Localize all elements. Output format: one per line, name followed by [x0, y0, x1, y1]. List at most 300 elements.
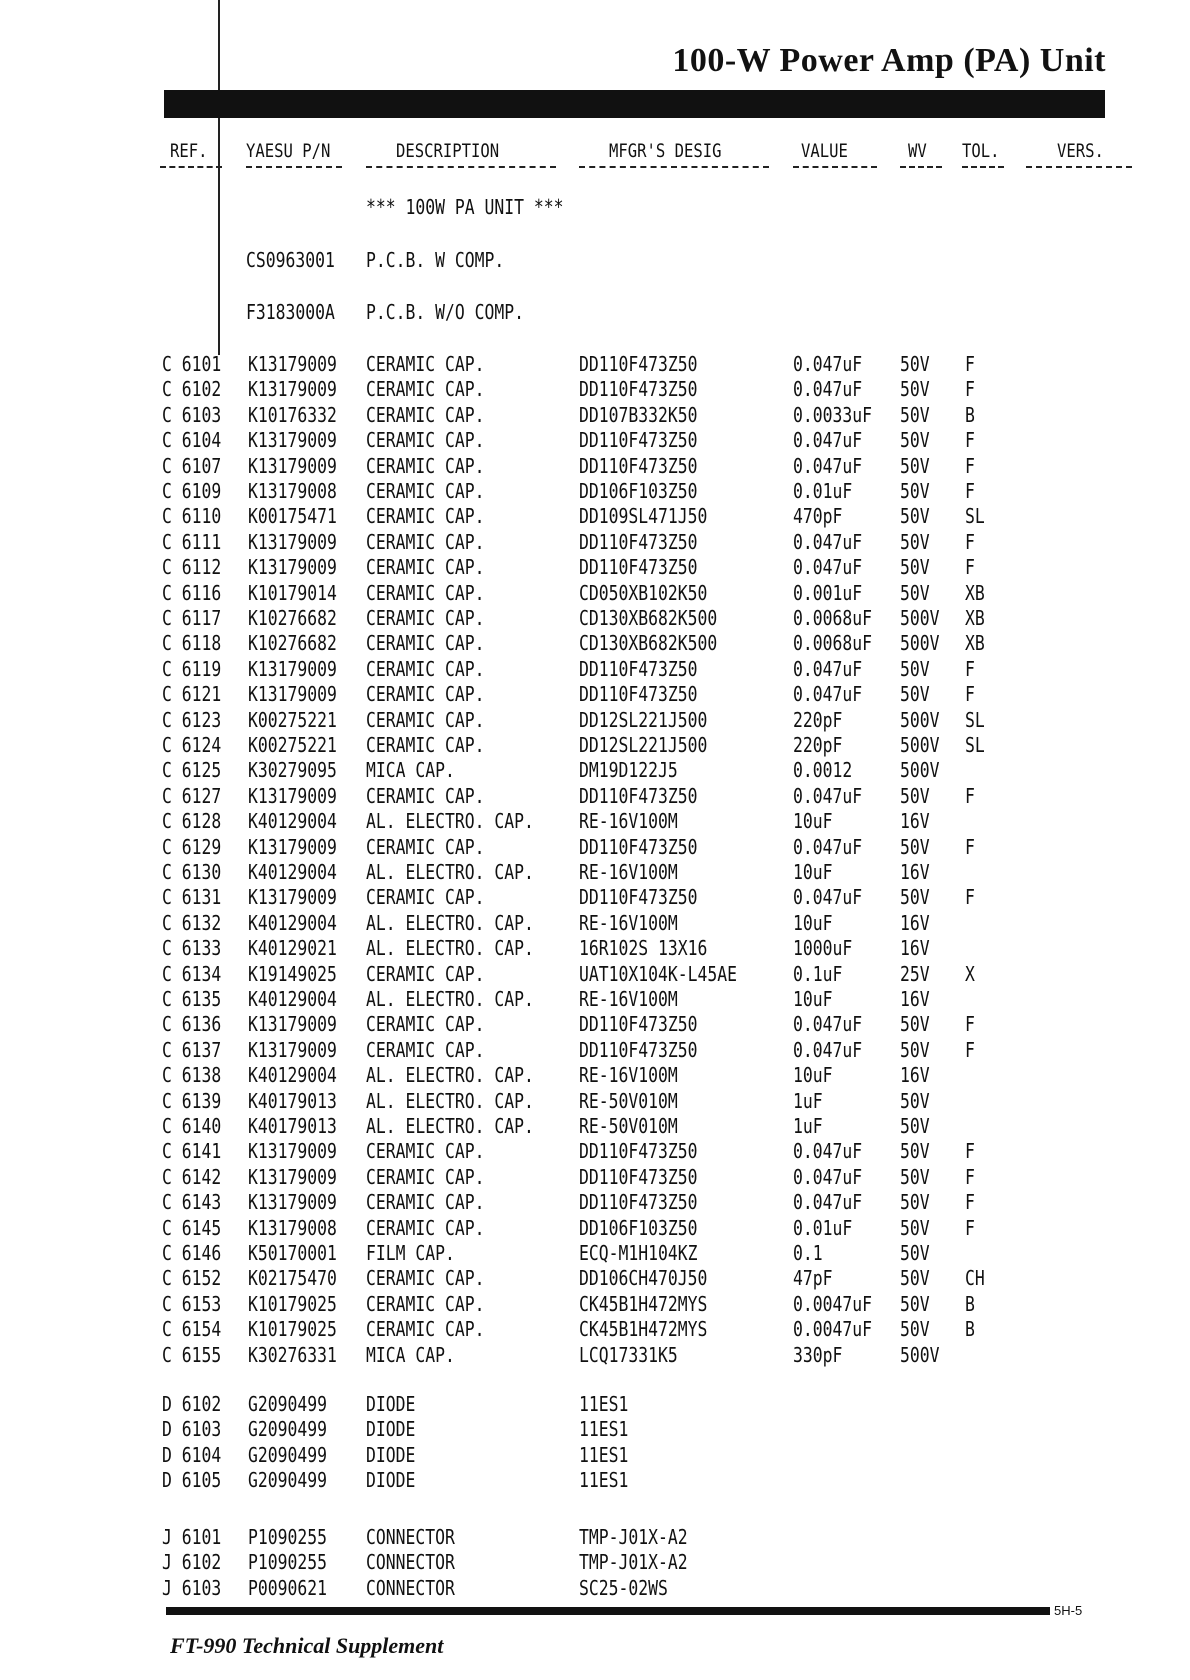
- cell-val: 0.047uF: [793, 1164, 863, 1189]
- cell-desc: AL. ELECTRO. CAP.: [366, 1114, 534, 1138]
- cell-mfg: LCQ17331K5: [579, 1342, 678, 1367]
- cell-pn: K13179009: [248, 885, 337, 910]
- pcb-pn: F3183000A: [246, 300, 335, 324]
- cell-desc: AL. ELECTRO. CAP.: [366, 860, 534, 884]
- cell-mfg: CD130XB682K500: [579, 631, 718, 656]
- table-row: [0, 1468, 1190, 1493]
- cell-pn: K13179009: [248, 352, 337, 376]
- cell-val: 1uF: [793, 1088, 823, 1113]
- cell-ref: C 6142: [162, 1164, 222, 1189]
- cell-wv: 16V: [900, 936, 930, 961]
- cell-pn: K40129004: [248, 809, 337, 834]
- cell-tol: B: [965, 1317, 975, 1342]
- cell-mfg: DD110F473Z50: [579, 1012, 698, 1037]
- cell-wv: 50V: [900, 1037, 930, 1062]
- cell-ref: C 6130: [162, 860, 222, 884]
- cell-pn: K40129004: [248, 1063, 337, 1088]
- cell-pn: K13179009: [248, 428, 337, 453]
- cell-tol: F: [965, 783, 975, 808]
- cell-pn: K13179009: [248, 555, 337, 580]
- cell-mfg: DD110F473Z50: [579, 1037, 698, 1062]
- cell-wv: 50V: [900, 580, 930, 605]
- cell-wv: 500V: [900, 758, 940, 783]
- cell-wv: 16V: [900, 910, 930, 935]
- cell-desc: CERAMIC CAP.: [366, 1190, 485, 1215]
- cell-mfg: DD110F473Z50: [579, 783, 698, 808]
- cell-mfg: RE-16V100M: [579, 809, 678, 834]
- cell-mfg: CD130XB682K500: [579, 606, 718, 630]
- cell-desc: CERAMIC CAP.: [366, 1164, 485, 1189]
- cell-pn: K13179009: [248, 1190, 337, 1215]
- table-row: [0, 962, 1190, 987]
- cell-tol: B: [965, 402, 975, 427]
- header-rule: [1026, 166, 1132, 168]
- cell-ref: C 6123: [162, 707, 222, 732]
- cell-wv: 500V: [900, 733, 940, 757]
- cell-val: 0.1uF: [793, 961, 843, 986]
- cell-val: 0.047uF: [793, 377, 863, 402]
- cell-tol: X: [965, 961, 975, 986]
- cell-pn: P0090621: [248, 1575, 327, 1600]
- cell-pn: K13179008: [248, 479, 337, 503]
- cell-tol: F: [965, 529, 975, 554]
- table-row: [0, 1165, 1190, 1190]
- margin-rule: [218, 0, 220, 355]
- cell-pn: K13179009: [248, 453, 337, 478]
- cell-val: 0.0033uF: [793, 402, 872, 427]
- cell-val: 470pF: [793, 504, 843, 529]
- cell-val: 0.047uF: [793, 1139, 863, 1164]
- cell-desc: DIODE: [366, 1468, 416, 1493]
- cell-desc: CERAMIC CAP.: [366, 1317, 485, 1342]
- cell-val: 0.047uF: [793, 453, 863, 478]
- header-rule: [366, 166, 556, 168]
- cell-ref: C 6133: [162, 936, 222, 961]
- cell-tol: F: [965, 479, 975, 503]
- cell-val: 0.047uF: [793, 1190, 863, 1215]
- col-header-ref: REF.: [170, 140, 208, 162]
- cell-ref: C 6131: [162, 885, 222, 910]
- cell-ref: C 6116: [162, 580, 222, 605]
- cell-pn: G2090499: [248, 1442, 327, 1467]
- cell-wv: 50V: [900, 479, 930, 503]
- cell-mfg: 11ES1: [579, 1442, 629, 1467]
- table-row: [0, 479, 1190, 504]
- table-row: [0, 555, 1190, 580]
- cell-pn: K30276331: [248, 1342, 337, 1367]
- cell-ref: C 6110: [162, 504, 222, 529]
- cell-val: 220pF: [793, 733, 843, 757]
- cell-desc: CERAMIC CAP.: [366, 580, 485, 605]
- cell-pn: K10276682: [248, 606, 337, 630]
- cell-ref: D 6104: [162, 1442, 222, 1467]
- col-header-vers: VERS.: [1057, 140, 1104, 162]
- cell-pn: K13179009: [248, 1037, 337, 1062]
- col-header-desc: DESCRIPTION: [396, 140, 500, 162]
- cell-wv: 50V: [900, 656, 930, 681]
- cell-pn: K13179008: [248, 1215, 337, 1240]
- pcb-pn: CS0963001: [246, 248, 335, 272]
- cell-desc: CONNECTOR: [366, 1525, 455, 1549]
- header-rule: [793, 166, 877, 168]
- cell-ref: C 6145: [162, 1215, 222, 1240]
- cell-desc: MICA CAP.: [366, 758, 455, 783]
- cell-desc: CERAMIC CAP.: [366, 885, 485, 910]
- cell-ref: C 6127: [162, 783, 222, 808]
- cell-wv: 50V: [900, 1114, 930, 1138]
- table-row: [0, 1266, 1190, 1291]
- cell-ref: C 6135: [162, 987, 222, 1011]
- table-row: [0, 1292, 1190, 1317]
- cell-mfg: DD110F473Z50: [579, 656, 698, 681]
- cell-ref: C 6107: [162, 453, 222, 478]
- table-row: [0, 758, 1190, 783]
- cell-pn: K30279095: [248, 758, 337, 783]
- page-number: 5H-5: [1054, 1603, 1083, 1618]
- cell-ref: D 6103: [162, 1417, 222, 1442]
- cell-mfg: 11ES1: [579, 1417, 629, 1442]
- cell-desc: AL. ELECTRO. CAP.: [366, 987, 534, 1011]
- cell-pn: K40129021: [248, 936, 337, 961]
- header-rule: [160, 166, 222, 168]
- cell-ref: C 6125: [162, 758, 222, 783]
- cell-pn: K10276682: [248, 631, 337, 656]
- cell-desc: CERAMIC CAP.: [366, 1291, 485, 1316]
- header-rule: [246, 166, 342, 168]
- cell-pn: K40129004: [248, 987, 337, 1011]
- header-rule: [579, 166, 769, 168]
- cell-ref: C 6104: [162, 428, 222, 453]
- cell-mfg: 16R102S 13X16: [579, 936, 708, 961]
- cell-ref: C 6101: [162, 352, 222, 376]
- cell-val: 0.0012: [793, 758, 853, 783]
- cell-tol: F: [965, 428, 975, 453]
- cell-desc: DIODE: [366, 1442, 416, 1467]
- cell-mfg: DD106F103Z50: [579, 1215, 698, 1240]
- cell-mfg: RE-50V010M: [579, 1114, 678, 1138]
- cell-pn: K13179009: [248, 834, 337, 859]
- table-row: [0, 784, 1190, 809]
- cell-wv: 50V: [900, 834, 930, 859]
- cell-val: 0.047uF: [793, 783, 863, 808]
- cell-pn: K13179009: [248, 529, 337, 554]
- cell-mfg: ECQ-M1H104KZ: [579, 1241, 698, 1265]
- cell-tol: SL: [965, 733, 985, 757]
- cell-wv: 50V: [900, 428, 930, 453]
- cell-desc: CERAMIC CAP.: [366, 707, 485, 732]
- table-row: [0, 504, 1190, 529]
- cell-desc: AL. ELECTRO. CAP.: [366, 910, 534, 935]
- cell-desc: CERAMIC CAP.: [366, 453, 485, 478]
- table-row: [0, 657, 1190, 682]
- cell-pn: K40129004: [248, 910, 337, 935]
- cell-val: 0.047uF: [793, 352, 863, 376]
- cell-pn: K50170001: [248, 1241, 337, 1265]
- cell-pn: G2090499: [248, 1392, 327, 1416]
- cell-ref: C 6129: [162, 834, 222, 859]
- footer-title: FT-990 Technical Supplement: [170, 1633, 444, 1658]
- cell-pn: K13179009: [248, 656, 337, 681]
- cell-ref: C 6139: [162, 1088, 222, 1113]
- cell-desc: CERAMIC CAP.: [366, 783, 485, 808]
- pcb-desc: P.C.B. W COMP.: [366, 248, 505, 272]
- cell-pn: P1090255: [248, 1525, 327, 1549]
- cell-pn: P1090255: [248, 1550, 327, 1575]
- table-row: [0, 1392, 1190, 1417]
- cell-wv: 16V: [900, 809, 930, 834]
- table-row: [0, 987, 1190, 1012]
- page-title: 100-W Power Amp (PA) Unit: [672, 42, 1106, 79]
- cell-val: 0.047uF: [793, 885, 863, 910]
- cell-desc: AL. ELECTRO. CAP.: [366, 1088, 534, 1113]
- table-row: [0, 733, 1190, 758]
- table-row: [0, 1550, 1190, 1575]
- col-header-value: VALUE: [801, 140, 848, 162]
- cell-val: 10uF: [793, 1063, 833, 1088]
- cell-desc: CERAMIC CAP.: [366, 606, 485, 630]
- cell-tol: F: [965, 885, 975, 910]
- cell-mfg: DD110F473Z50: [579, 1164, 698, 1189]
- cell-desc: CERAMIC CAP.: [366, 479, 485, 503]
- table-row: [0, 885, 1190, 910]
- cell-pn: K10179025: [248, 1317, 337, 1342]
- cell-pn: K40129004: [248, 860, 337, 884]
- cell-tol: CH: [965, 1266, 985, 1291]
- cell-wv: 16V: [900, 1063, 930, 1088]
- cell-val: 10uF: [793, 987, 833, 1011]
- section-title: *** 100W PA UNIT ***: [366, 195, 564, 219]
- table-row: [0, 809, 1190, 834]
- cell-ref: C 6128: [162, 809, 222, 834]
- table-row: [0, 936, 1190, 961]
- cell-val: 47pF: [793, 1266, 833, 1291]
- table-row: [0, 530, 1190, 555]
- table-row: [0, 1089, 1190, 1114]
- cell-val: 0.047uF: [793, 428, 863, 453]
- cell-mfg: DD110F473Z50: [579, 377, 698, 402]
- cell-ref: C 6152: [162, 1266, 222, 1291]
- cell-tol: F: [965, 1164, 975, 1189]
- cell-tol: XB: [965, 580, 985, 605]
- cell-ref: C 6132: [162, 910, 222, 935]
- cell-val: 0.0068uF: [793, 631, 872, 656]
- table-row: [0, 1317, 1190, 1342]
- cell-wv: 50V: [900, 377, 930, 402]
- table-row: [0, 682, 1190, 707]
- cell-tol: B: [965, 1291, 975, 1316]
- cell-wv: 500V: [900, 707, 940, 732]
- table-row: [0, 1216, 1190, 1241]
- cell-ref: C 6143: [162, 1190, 222, 1215]
- cell-ref: C 6121: [162, 682, 222, 707]
- cell-wv: 50V: [900, 453, 930, 478]
- header-rule: [962, 166, 1004, 168]
- cell-val: 0.047uF: [793, 656, 863, 681]
- table-row: [0, 606, 1190, 631]
- cell-pn: K13179009: [248, 1139, 337, 1164]
- table-row: [0, 1525, 1190, 1550]
- table-row: [0, 1063, 1190, 1088]
- cell-wv: 50V: [900, 682, 930, 707]
- cell-pn: K13179009: [248, 1012, 337, 1037]
- cell-mfg: 11ES1: [579, 1392, 629, 1416]
- cell-desc: CERAMIC CAP.: [366, 1266, 485, 1291]
- cell-wv: 50V: [900, 1088, 930, 1113]
- cell-ref: C 6118: [162, 631, 222, 656]
- cell-tol: XB: [965, 631, 985, 656]
- cell-wv: 50V: [900, 885, 930, 910]
- cell-desc: CERAMIC CAP.: [366, 1139, 485, 1164]
- table-row: [0, 1038, 1190, 1063]
- header-bar: [164, 90, 1105, 118]
- cell-mfg: UAT10X104K-L45AE: [579, 961, 737, 986]
- cell-val: 0.0047uF: [793, 1317, 872, 1342]
- cell-pn: K13179009: [248, 377, 337, 402]
- cell-wv: 500V: [900, 606, 940, 630]
- cell-wv: 50V: [900, 1012, 930, 1037]
- cell-desc: CERAMIC CAP.: [366, 352, 485, 376]
- cell-mfg: DD12SL221J500: [579, 707, 708, 732]
- cell-pn: K02175470: [248, 1266, 337, 1291]
- cell-pn: K00175471: [248, 504, 337, 529]
- cell-val: 0.047uF: [793, 1012, 863, 1037]
- table-row: [0, 377, 1190, 402]
- cell-tol: F: [965, 555, 975, 580]
- col-header-wv: WV: [908, 140, 927, 162]
- cell-wv: 500V: [900, 631, 940, 656]
- cell-tol: F: [965, 1012, 975, 1037]
- cell-pn: G2090499: [248, 1468, 327, 1493]
- table-row: [0, 911, 1190, 936]
- cell-tol: F: [965, 682, 975, 707]
- table-row: [0, 860, 1190, 885]
- cell-desc: CERAMIC CAP.: [366, 1215, 485, 1240]
- cell-wv: 50V: [900, 402, 930, 427]
- cell-mfg: DD110F473Z50: [579, 885, 698, 910]
- cell-tol: F: [965, 377, 975, 402]
- cell-ref: C 6146: [162, 1241, 222, 1265]
- cell-desc: CERAMIC CAP.: [366, 377, 485, 402]
- cell-pn: K00275221: [248, 733, 337, 757]
- cell-mfg: RE-50V010M: [579, 1088, 678, 1113]
- col-header-pn: YAESU P/N: [246, 140, 331, 162]
- cell-tol: SL: [965, 504, 985, 529]
- cell-tol: F: [965, 453, 975, 478]
- cell-mfg: SC25-02WS: [579, 1575, 668, 1600]
- cell-ref: C 6111: [162, 529, 222, 554]
- cell-desc: AL. ELECTRO. CAP.: [366, 936, 534, 961]
- cell-tol: F: [965, 1190, 975, 1215]
- cell-wv: 50V: [900, 1190, 930, 1215]
- cell-ref: D 6102: [162, 1392, 222, 1416]
- cell-wv: 50V: [900, 504, 930, 529]
- cell-ref: C 6140: [162, 1114, 222, 1138]
- cell-val: 0.0068uF: [793, 606, 872, 630]
- cell-mfg: DM19D122J5: [579, 758, 678, 783]
- cell-mfg: DD110F473Z50: [579, 682, 698, 707]
- cell-pn: K00275221: [248, 707, 337, 732]
- cell-mfg: DD110F473Z50: [579, 352, 698, 376]
- cell-wv: 50V: [900, 1317, 930, 1342]
- cell-tol: F: [965, 352, 975, 376]
- cell-desc: CERAMIC CAP.: [366, 555, 485, 580]
- table-row: [0, 403, 1190, 428]
- cell-desc: CONNECTOR: [366, 1550, 455, 1575]
- cell-desc: CONNECTOR: [366, 1575, 455, 1600]
- cell-desc: CERAMIC CAP.: [366, 504, 485, 529]
- cell-ref: C 6102: [162, 377, 222, 402]
- cell-ref: C 6109: [162, 479, 222, 503]
- cell-desc: CERAMIC CAP.: [366, 402, 485, 427]
- cell-pn: K40179013: [248, 1114, 337, 1138]
- cell-mfg: DD110F473Z50: [579, 453, 698, 478]
- cell-mfg: DD106F103Z50: [579, 479, 698, 503]
- cell-mfg: CD050XB102K50: [579, 580, 708, 605]
- cell-mfg: DD110F473Z50: [579, 428, 698, 453]
- cell-desc: CERAMIC CAP.: [366, 1037, 485, 1062]
- table-row: [0, 1241, 1190, 1266]
- cell-ref: C 6154: [162, 1317, 222, 1342]
- cell-desc: CERAMIC CAP.: [366, 1012, 485, 1037]
- cell-mfg: DD110F473Z50: [579, 1139, 698, 1164]
- cell-pn: G2090499: [248, 1417, 327, 1442]
- pcb-desc: P.C.B. W/O COMP.: [366, 300, 524, 324]
- cell-wv: 500V: [900, 1342, 940, 1367]
- cell-desc: CERAMIC CAP.: [366, 428, 485, 453]
- cell-desc: AL. ELECTRO. CAP.: [366, 809, 534, 834]
- cell-ref: C 6153: [162, 1291, 222, 1316]
- table-row: [0, 352, 1190, 377]
- cell-desc: CERAMIC CAP.: [366, 631, 485, 656]
- cell-pn: K13179009: [248, 783, 337, 808]
- cell-mfg: RE-16V100M: [579, 860, 678, 884]
- cell-pn: K10179025: [248, 1291, 337, 1316]
- cell-mfg: TMP-J01X-A2: [579, 1550, 688, 1575]
- cell-tol: F: [965, 1037, 975, 1062]
- cell-desc: AL. ELECTRO. CAP.: [366, 1063, 534, 1088]
- cell-mfg: DD106CH470J50: [579, 1266, 708, 1291]
- cell-mfg: RE-16V100M: [579, 987, 678, 1011]
- cell-desc: FILM CAP.: [366, 1241, 455, 1265]
- cell-val: 0.047uF: [793, 834, 863, 859]
- cell-desc: CERAMIC CAP.: [366, 529, 485, 554]
- cell-val: 1000uF: [793, 936, 853, 961]
- cell-desc: DIODE: [366, 1392, 416, 1416]
- cell-wv: 50V: [900, 555, 930, 580]
- cell-val: 0.0047uF: [793, 1291, 872, 1316]
- cell-ref: D 6105: [162, 1468, 222, 1493]
- table-row: [0, 428, 1190, 453]
- table-row: [0, 1417, 1190, 1442]
- table-row: [0, 1443, 1190, 1468]
- table-row: [0, 835, 1190, 860]
- col-header-mfg: MFGR'S DESIG: [609, 140, 722, 162]
- cell-desc: MICA CAP.: [366, 1342, 455, 1367]
- cell-ref: C 6138: [162, 1063, 222, 1088]
- cell-pn: K13179009: [248, 682, 337, 707]
- cell-ref: C 6124: [162, 733, 222, 757]
- cell-tol: F: [965, 1215, 975, 1240]
- cell-mfg: DD107B332K50: [579, 402, 698, 427]
- cell-mfg: DD110F473Z50: [579, 555, 698, 580]
- cell-ref: C 6141: [162, 1139, 222, 1164]
- cell-val: 330pF: [793, 1342, 843, 1367]
- cell-ref: J 6101: [162, 1525, 222, 1549]
- cell-desc: CERAMIC CAP.: [366, 656, 485, 681]
- cell-pn: K40179013: [248, 1088, 337, 1113]
- cell-ref: C 6119: [162, 656, 222, 681]
- table-row: [0, 1576, 1190, 1601]
